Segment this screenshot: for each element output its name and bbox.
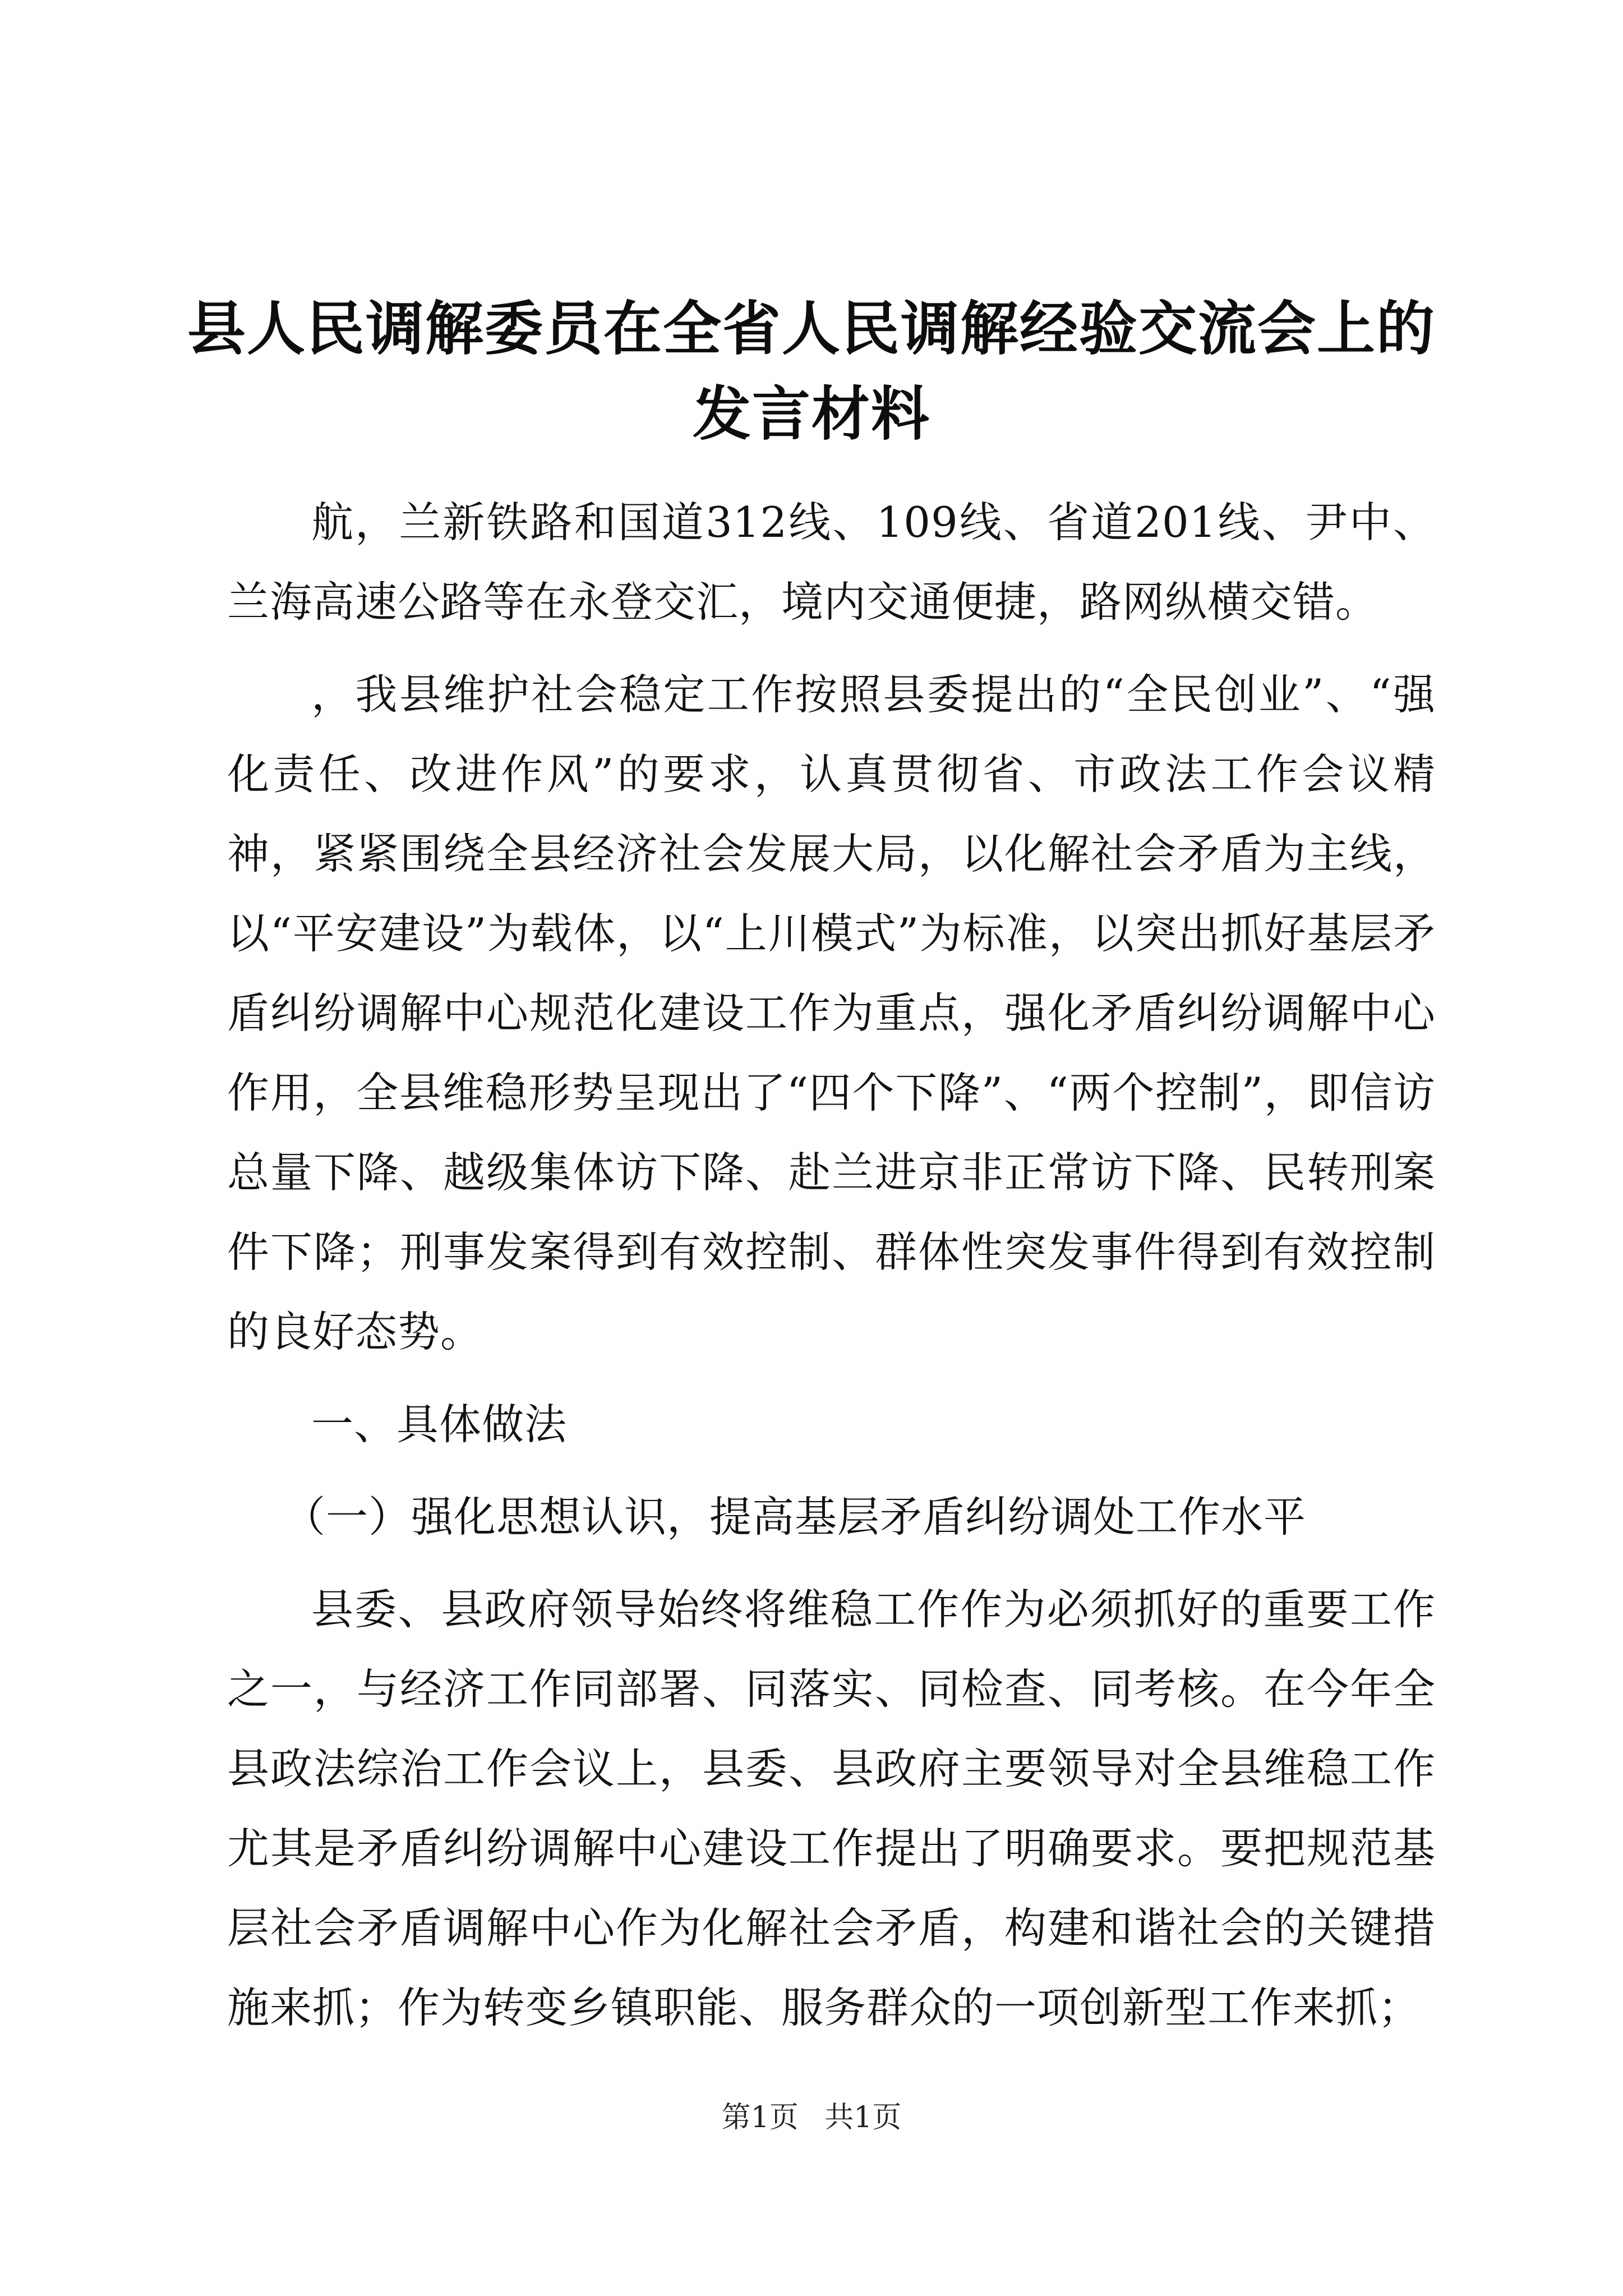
paragraph-stability-work: ，我县维护社会稳定工作按照县委提出的“全民创业”、“强化责任、改进作风”的要求，认真贯彻省、市政法工作会议精神，紧紧围绕全县经济社会发展大局，以化解社会矛盾为主线，以“平安建设”为载体，以“上川模式”为标准，以突出抓好基层矛盾纠纷调解中心规范化建设工作为重点，强化矛盾纠纷调解中心作用，全县维稳形势呈现出了“四个下降”、“两个控制”，即信访总量下降、越级集体访下降、赴兰进京非正常访下降、民转刑案件下降；刑事发案得到有效控制、群体性突发事件得到有效控制的良好态势。	[227, 670, 1436, 1356]
subsection-heading: （一）强化思想认识，提高基层矛盾纠纷调处工作水平	[283, 1492, 1307, 1542]
page-total: 共1页	[824, 2101, 902, 2134]
document-body	[227, 482, 1436, 2060]
paragraph-transport: 航，兰新铁路和国道312线、109线、省道201线、尹中、兰海高速公路等在永登交汇，境内交通便捷，路网纵横交错。	[227, 498, 1436, 627]
page-footer	[0, 2098, 1623, 2137]
section-heading: 一、具体做法	[311, 1400, 568, 1449]
page-number: 第1页	[721, 2101, 799, 2134]
paragraph-leadership: 县委、县政府领导始终将维稳工作作为必须抓好的重要工作之一，与经济工作同部署、同落实、同检查、同考核。在今年全县政法综治工作会议上，县委、县政府主要领导对全县维稳工作尤其是矛盾纠纷调解中心建设工作提出了明确要求。要把规范基层社会矛盾调解中心作为化解社会矛盾，构建和谐社会的关键措施来抓；作为转变乡镇职能、服务群众的一项创新型工作来抓；	[227, 1585, 1436, 2032]
document-title: 县人民调解委员在全省人民调解经验交流会上的发言材料	[187, 294, 1436, 448]
